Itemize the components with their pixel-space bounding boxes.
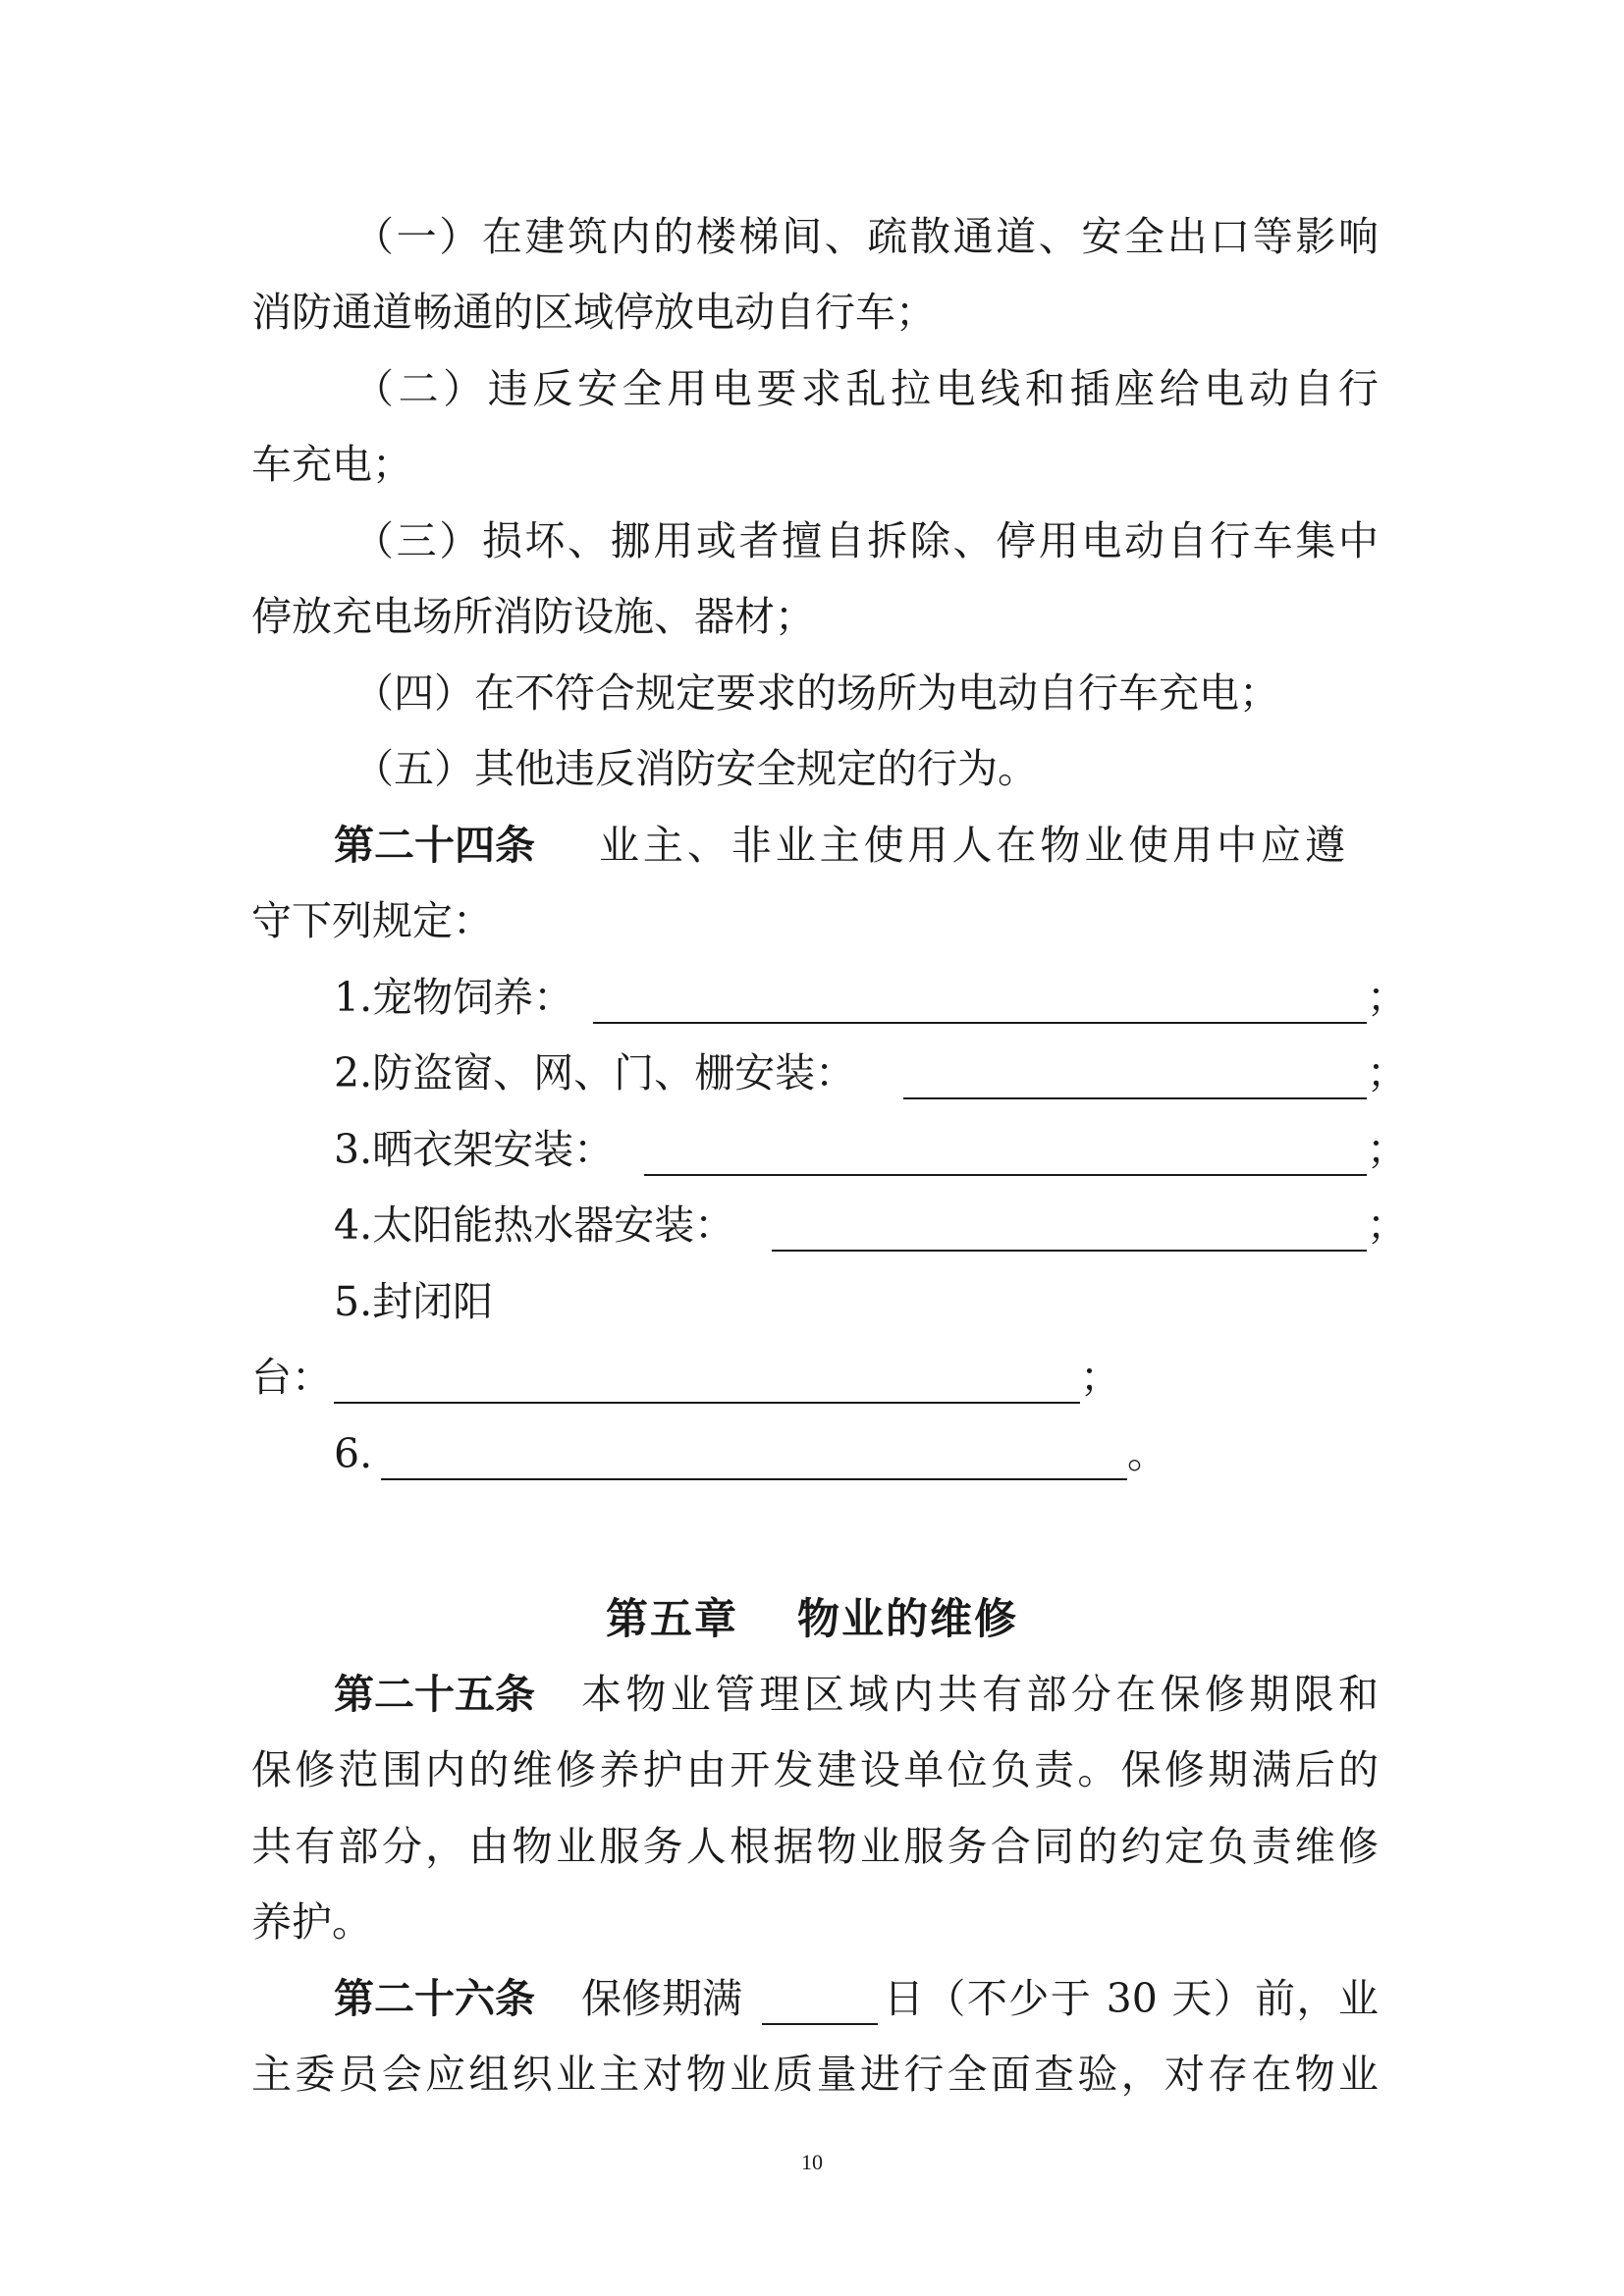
fill-item-1-blank[interactable] [593, 1022, 1367, 1024]
chapter-title: 第五章 [606, 1595, 738, 1644]
fill-item-4-end: ； [1367, 1201, 1407, 1249]
article-24-label: 第二十四条 [334, 822, 535, 869]
item-2-line-1: （二）违反安全用电要求乱拉电线和插座给电动自行 [353, 365, 1379, 412]
article-25-label: 第二十五条 [334, 1671, 535, 1718]
article-26-label: 第二十六条 [334, 1975, 535, 2022]
item-1-line-2: 消防通道畅通的区域停放电动自行车； [251, 289, 936, 336]
fill-item-1-end: ； [1367, 974, 1407, 1021]
article-26-post: 日（不少于 30 天）前，业 [884, 1975, 1379, 2022]
item-1-line-1: （一）在建筑内的楼梯间、疏散通道、安全出口等影响 [353, 213, 1379, 260]
article-25-line-1: 本物业管理区域内共有部分在保修期限和 [581, 1671, 1379, 1718]
chapter-heading [0, 1588, 1624, 1651]
fill-item-1-label: 1.宠物饲养： [334, 974, 574, 1021]
article-24-text-line-2: 守下列规定： [251, 897, 493, 944]
chapter-subtitle: 物业的维修 [797, 1595, 1018, 1644]
fill-item-3-label: 3.晒衣架安装： [334, 1126, 615, 1173]
fill-item-2-label: 2.防盗窗、网、门、栅安装： [334, 1049, 856, 1096]
fill-item-5-continuation: 台： [251, 1354, 332, 1401]
article-26-pre: 保修期满 [581, 1975, 742, 2022]
item-2-line-2: 车充电； [251, 441, 412, 488]
item-5: （五）其他违反消防安全规定的行为。 [353, 745, 1038, 792]
fill-item-6-blank[interactable] [381, 1478, 1127, 1480]
article-25-line-4: 养护。 [251, 1898, 372, 1946]
fill-item-5-blank[interactable] [334, 1402, 1080, 1404]
fill-item-2-end: ； [1367, 1049, 1407, 1096]
fill-item-5-label: 5.封闭阳 [334, 1278, 494, 1325]
page-number: 10 [801, 2150, 823, 2174]
fill-item-4-label: 4.太阳能热水器安装： [334, 1201, 735, 1249]
fill-item-3-blank[interactable] [644, 1174, 1367, 1176]
article-26-days-blank[interactable] [762, 2023, 878, 2025]
article-24-text-line-1: 业主、非业主使用人在物业使用中应遵 [599, 822, 1345, 869]
fill-item-6-label: 6. [334, 1430, 373, 1477]
item-3-line-2: 停放充电场所消防设施、器材； [251, 593, 815, 640]
fill-item-3-end: ； [1367, 1126, 1407, 1173]
fill-item-4-blank[interactable] [772, 1250, 1367, 1252]
item-3-line-1: （三）损坏、挪用或者擅自拆除、停用电动自行车集中 [353, 517, 1379, 564]
item-4: （四）在不符合规定要求的场所为电动自行车充电； [353, 669, 1279, 717]
fill-item-2-blank[interactable] [903, 1097, 1367, 1099]
article-25-line-2: 保修范围内的维修养护由开发建设单位负责。保修期满后的 [251, 1746, 1379, 1793]
article-26-line-2: 主委员会应组织业主对物业质量进行全面查验，对存在物业 [251, 2051, 1379, 2098]
fill-item-6-end: 。 [1127, 1430, 1167, 1477]
article-25-line-3: 共有部分，由物业服务人根据物业服务合同的约定负责维修 [251, 1823, 1379, 1870]
fill-item-5-end: ； [1080, 1354, 1120, 1401]
